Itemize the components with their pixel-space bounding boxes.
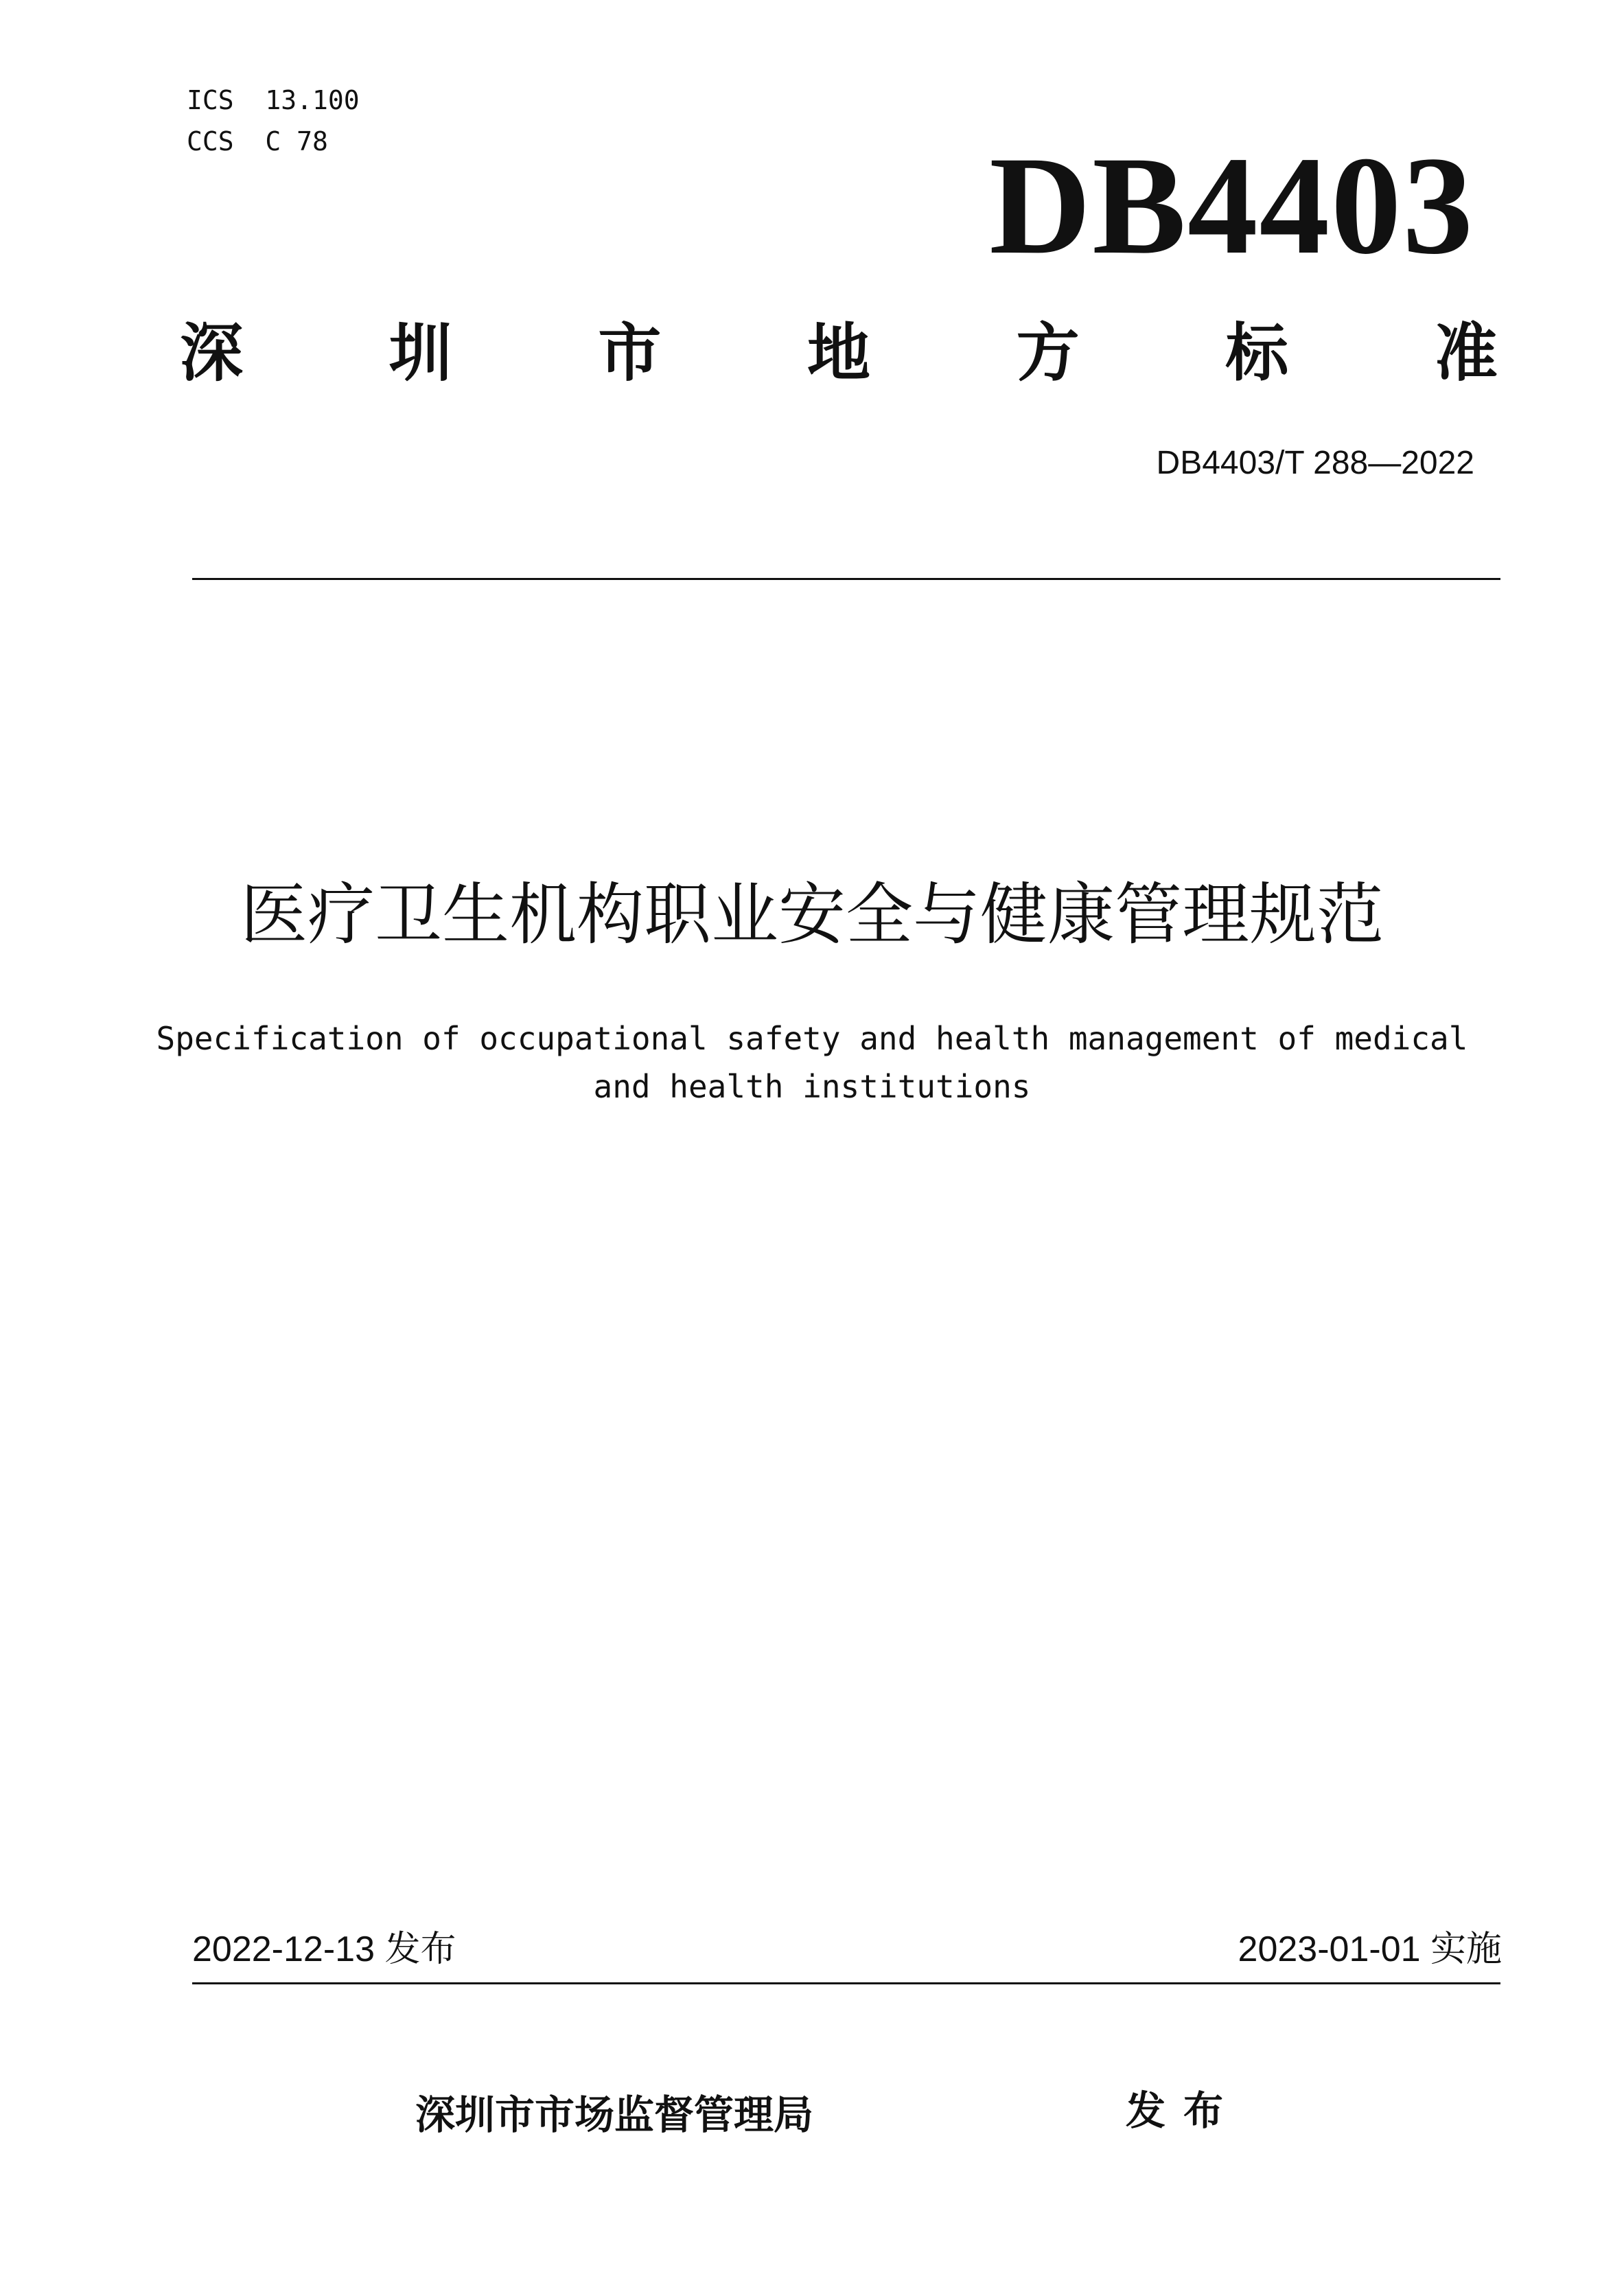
- ccs-code: CCS C 78: [187, 126, 328, 156]
- standard-type-char: 圳: [388, 316, 452, 390]
- bottom-divider: [192, 1982, 1500, 1984]
- standard-type-char: 标: [1225, 316, 1289, 390]
- ics-code: ICS 13.100: [187, 85, 360, 115]
- document-title-english: [137, 1014, 1487, 1111]
- standard-type-char: 地: [807, 316, 870, 390]
- standard-type-char: 深: [180, 316, 244, 390]
- standard-type-char: 市: [598, 316, 662, 390]
- document-title-chinese: 医疗卫生机构职业安全与健康管理规范: [240, 876, 1384, 954]
- classification-codes: [187, 80, 360, 162]
- english-title-line: and health institutions: [593, 1068, 1031, 1105]
- english-title-line: Specification of occupational safety and health management of medical: [156, 1020, 1468, 1057]
- standard-type-title: [180, 316, 1498, 391]
- publish-label: 发布: [1126, 2087, 1242, 2134]
- implementation-date: 2023-01-01 实施: [1238, 1929, 1502, 1969]
- standard-type-char: 准: [1434, 316, 1498, 390]
- publisher-name: 深圳市市场监督管理局: [415, 2091, 814, 2138]
- standard-number: DB4403/T 288—2022: [1156, 445, 1474, 481]
- issue-date: 2022-12-13 发布: [192, 1929, 456, 1969]
- standard-type-char: 方: [1016, 316, 1080, 390]
- top-divider: [192, 578, 1500, 580]
- standard-code-heading: DB4403: [989, 128, 1474, 283]
